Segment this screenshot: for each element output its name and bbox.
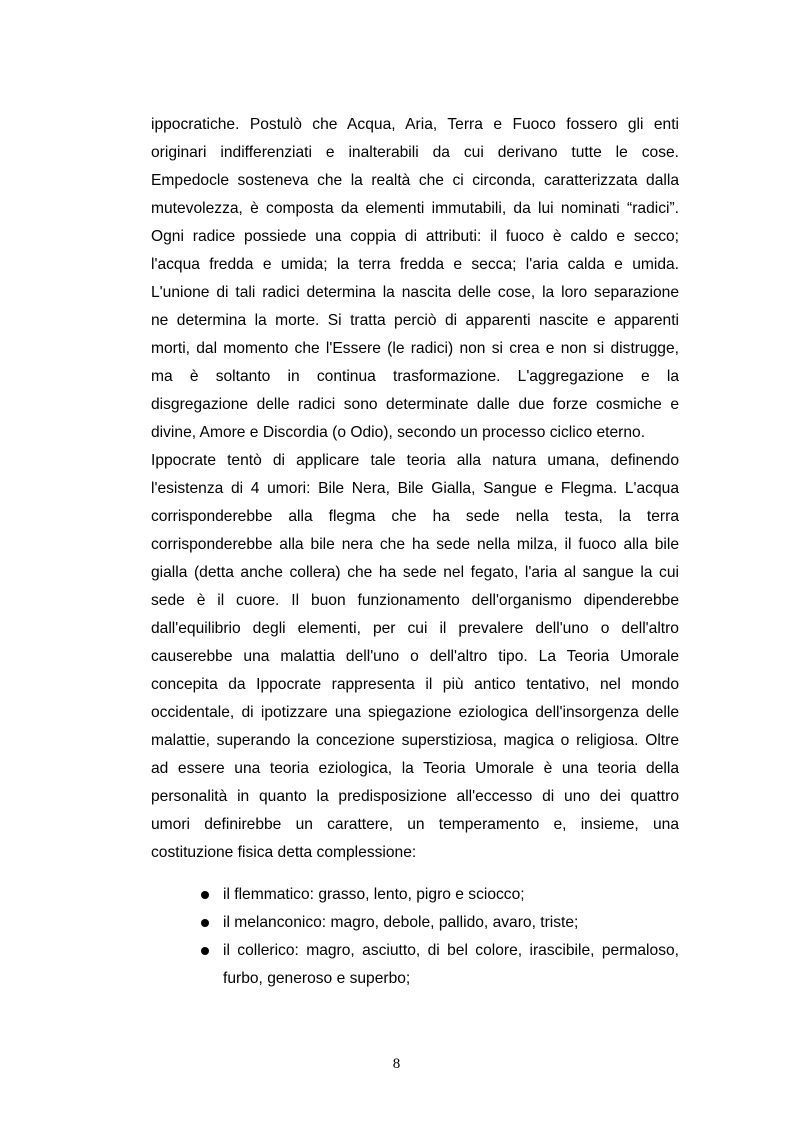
body-text-line: Ippocrate tentò di applicare tale teoria alla natura umana, definendo: [151, 452, 679, 469]
body-text-line: divine, Amore e Discordia (o Odio), secondo un processo ciclico eterno.: [151, 424, 646, 441]
body-text-line: Empedocle sosteneva che la realtà che ci circonda, caratterizzata dalla: [151, 172, 679, 189]
body-text-line: umori definirebbe un carattere, un temperamento e, insieme, una: [151, 816, 679, 833]
body-text-line: l'esistenza di 4 umori: Bile Nera, Bile Gialla, Sangue e Flegma. L'acqua: [151, 480, 679, 497]
body-text-line: dall'equilibrio degli elementi, per cui il prevalere dell'uno o dell'altro: [151, 620, 679, 637]
body-text-line: sede è il cuore. Il buon funzionamento dell'organismo dipenderebbe: [151, 592, 679, 609]
body-text-line: causerebbe una malattia dell'uno o dell'altro tipo. La Teoria Umorale: [151, 648, 679, 665]
body-text-line: Ogni radice possiede una coppia di attributi: il fuoco è caldo e secco;: [151, 228, 679, 245]
body-text-line: costituzione fisica detta complessione:: [151, 844, 417, 861]
bullet-icon: [201, 947, 209, 955]
body-text-line: gialla (detta anche collera) che ha sede nel fegato, l'aria al sangue la cui: [151, 564, 679, 581]
body-text-line: morti, dal momento che l'Essere (le radici) non si crea e non si distrugge,: [151, 340, 679, 357]
body-text-line: personalità in quanto la predisposizione all'eccesso di uno dei quattro: [151, 788, 679, 805]
list-item-text: il collerico: magro, asciutto, di bel colore, irascibile, permaloso,: [223, 942, 679, 959]
list-item-text: il melanconico: magro, debole, pallido, avaro, triste;: [223, 914, 579, 931]
list-item-text: il flemmatico: grasso, lento, pigro e sciocco;: [223, 886, 525, 903]
body-text-line: disgregazione delle radici sono determinate dalle due forze cosmiche e: [151, 396, 679, 413]
bullet-icon: [201, 919, 209, 927]
body-text-line: corrisponderebbe alla flegma che ha sede nella testa, la terra: [151, 508, 679, 525]
body-text-line: l'acqua fredda e umida; la terra fredda e secca; l'aria calda e umida.: [151, 256, 679, 273]
bullet-icon: [201, 891, 209, 899]
body-text-line: malattie, superando la concezione superstiziosa, magica o religiosa. Oltre: [151, 732, 679, 749]
body-text-line: occidentale, di ipotizzare una spiegazione eziologica dell'insorgenza delle: [151, 704, 679, 721]
body-text-line: ne determina la morte. Si tratta perciò di apparenti nascite e apparenti: [151, 312, 679, 329]
body-text-line: mutevolezza, è composta da elementi immutabili, da lui nominati “radici”.: [151, 200, 679, 217]
body-text-line: L'unione di tali radici determina la nascita delle cose, la loro separazione: [151, 284, 679, 301]
body-text-line: concepita da Ippocrate rappresenta il più antico tentativo, nel mondo: [151, 676, 679, 693]
body-text-line: ma è soltanto in continua trasformazione. L'aggregazione e la: [151, 368, 679, 385]
list-item: [151, 881, 679, 909]
list-item: [151, 937, 679, 993]
page-number: 8: [392, 1056, 401, 1072]
body-text-line: corrisponderebbe alla bile nera che ha sede nella milza, il fuoco alla bile: [151, 536, 679, 553]
list-item: [151, 909, 679, 937]
body-text-line: ippocratiche. Postulò che Acqua, Aria, Terra e Fuoco fossero gli enti: [151, 116, 679, 133]
body-text-line: originari indifferenziati e inalterabili da cui derivano tutte le cose.: [151, 144, 679, 161]
list-item-text: furbo, generoso e superbo;: [223, 970, 411, 987]
body-text-line: ad essere una teoria eziologica, la Teoria Umorale è una teoria della: [151, 760, 679, 777]
